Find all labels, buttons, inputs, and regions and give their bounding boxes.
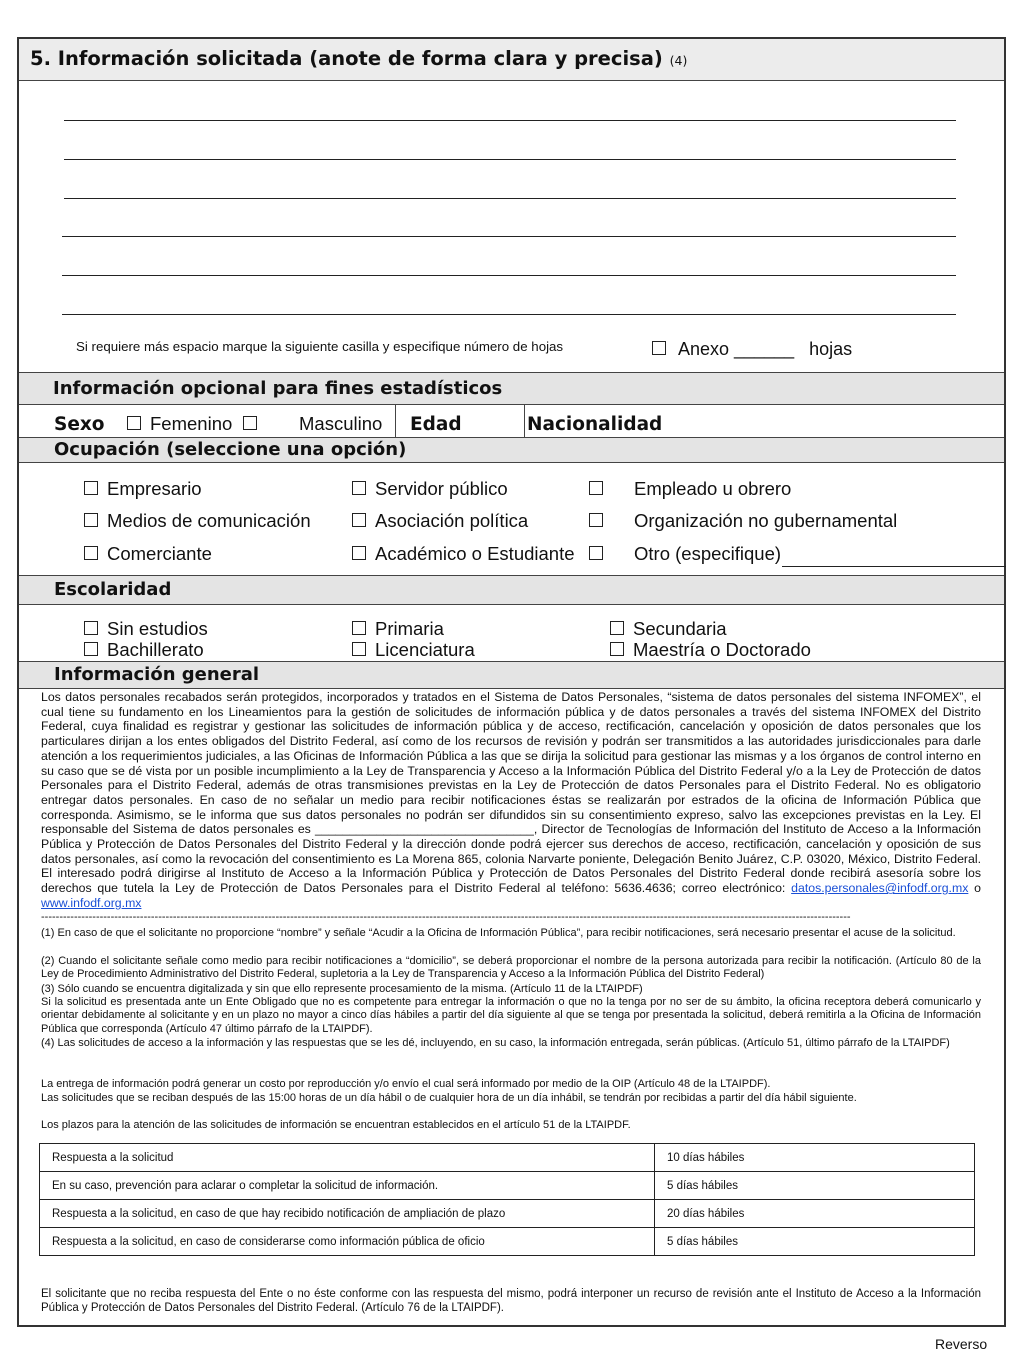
option-label: Bachillerato [107,639,204,660]
more-space-text: Si requiere más espacio marque la siguiente casilla y especifique número de hojas [76,339,564,354]
masculino-label: Masculino [299,413,383,434]
checkbox[interactable] [84,621,98,635]
separator: ----------------------------------------------------------------------------------------------------------------------------------------------------------------------------------------------------------------------------- [41,911,851,923]
after-hours-text: Las solicitudes que se reciban después de las 15:00 horas de un día hábil o de cualquier hora de un día inhábil, se tendrán por recibidas a partir del día hábil siguiente. [41,1092,857,1104]
table-cell: En su caso, prevención para aclarar o completar la solicitud de información. [40,1172,655,1200]
answer-line-4[interactable] [62,236,956,237]
option-label: Comerciante [107,543,212,564]
option-label: Sin estudios [107,618,208,639]
privacy-paragraph [41,690,981,911]
checkbox[interactable] [610,642,624,656]
option-label: Primaria [375,618,444,639]
anexo-checkbox[interactable] [652,341,666,355]
option-label: Secundaria [633,618,727,639]
stats-header [19,372,1004,405]
table-cell: 5 días hábiles [655,1172,975,1200]
option-label: Empresario [107,478,202,499]
option-label: Asociación política [375,510,529,531]
femenino-label: Femenino [150,413,233,434]
stats-title: Información opcional para fines estadísticos [53,378,503,399]
ocupacion-option[interactable] [352,543,575,565]
closing-text: El solicitante que no reciba respuesta del Ente o no éste conforme con las respuesta del mismo, podrá interponer un recurso de revisión ante el Instituto de Acceso a la Información Pública y Protección de Datos Personales del Distrito Federal. (Artículo 76 de la LTAIPDF). [41,1288,981,1314]
hojas-label: hojas [809,339,853,359]
escolaridad-option[interactable] [610,618,727,640]
nacionalidad-label: Nacionalidad [527,414,663,435]
answer-line-6[interactable] [62,314,956,315]
anexo-label: Anexo ______ [678,339,795,359]
ocupacion-option[interactable] [589,478,791,500]
divider [524,405,525,438]
note-4: (4) Las solicitudes de acceso a la información y las respuestas que se les dé, incluyendo, en su caso, la información entregada, serán públicas. (Artículo 51, último párrafo de la LTAIPDF) [41,1037,950,1049]
ocupacion-option[interactable] [589,510,897,532]
table-row [40,1228,975,1256]
table-cell: Respuesta a la solicitud [40,1144,655,1172]
checkbox[interactable] [352,621,366,635]
option-label: Medios de comunicación [107,510,311,531]
note-3: (3) Sólo cuando se encuentra digitalizada y sin que ello represente procesamiento de la misma. (Artículo 11 de la LTAIPDF) [41,983,643,995]
email-link[interactable]: datos.personales@infodf.org.mx [791,881,969,896]
cost-text: La entrega de información podrá generar un costo por reproducción y/o envío el cual será informado por medio de la OIP (Artículo 48 de la LTAIPDF). [41,1078,771,1090]
masculino-option[interactable] [243,413,382,435]
ocupacion-option[interactable] [84,478,202,500]
reverso-label: Reverso [935,1336,988,1352]
plazos-table [39,1143,975,1256]
checkbox[interactable] [84,546,98,560]
table-cell: Respuesta a la solicitud, en caso de considerarse como información pública de oficio [40,1228,655,1256]
option-label: Licenciatura [375,639,475,660]
section5-header [19,39,1004,81]
option-label: Otro (especifique) [634,543,782,564]
checkbox[interactable] [84,513,98,527]
ocupacion-option[interactable] [589,543,781,565]
checkbox[interactable] [352,481,366,495]
escolaridad-option[interactable] [84,618,208,640]
option-label: Servidor público [375,478,508,499]
ocupacion-option[interactable] [84,543,212,565]
answer-line-2[interactable] [64,159,956,160]
checkbox[interactable] [84,481,98,495]
privacy-text: Los datos personales recabados serán protegidos, incorporados y tratados en el Sistema de Datos Personales, “sistema de datos personales del sistema INFOMEX”, el cual tiene su fundamento en los Lineamientos para la gestión de solicitudes de información pública y de datos personales a través del sistema INFOMEX del Distrito Federal, cuya finalidad es registrar y gestionar las solicitudes de información pública y de acceso, rectificación, cancelación y oposición de datos personales que los particulares dirijan a los entes obligados del Distrito Federal, así como de los recursos de revisión y podrán ser transmitidos a las autoridades jurisdiccionales para darle atención a los requerimientos judiciales, a las Oficinas de Información Pública a las que se dirija la solicitud para gestionar las mismas y a los órganos de control interno en su caso que se dé vista por un posible incumplimiento a la Ley de Transparencia y Acceso a la Información Pública del Distrito Federal y/o a la Ley de Protección de datos Personales para el Distrito Federal, además de otras transmisiones previstas en la Ley de Protección de datos Personales para el Distrito Federal. No es obligatorio entregar datos personales. En caso de no señalar un medio para recibir notificaciones éstas se realizarán por estrados de la oficina de Información Pública que corresponda. Asimismo, se le informa que sus datos personales no podrán ser difundidos sin su consentimiento expreso, salvo las excepciones previstas en la Ley. El responsable del Sistema de datos personales es ________________________________, Director de Tecnologías de Información del Instituto de Acceso a la Información Pública y Protección de Datos Personales del Distrito Federal y la dirección donde podrá ejercer sus derechos de acceso, rectificación, cancelación y oposición de sus datos personales, así como la revocación del consentimiento es La Morena 865, colonia Narvarte poniente, Delegación Benito Juárez, C.P. 03020, México, Distrito Federal. El interesado podrá dirigirse al Instituto de Acceso a la Información Pública y Protección de Datos Personales del Distrito Federal donde recibirá asesoría sobre los derechos que tutela la Ley de Protección de Datos Personales para el Distrito Federal al teléfono: 5636.4636; correo electrónico: [41,690,981,896]
table-row [40,1172,975,1200]
table-cell: 20 días hábiles [655,1200,975,1228]
checkbox[interactable] [589,546,603,560]
checkbox[interactable] [352,513,366,527]
edad-label: Edad [410,414,462,435]
plazos-text: Los plazos para la atención de las solicitudes de información se encuentran establecidos en el artículo 51 de la LTAIPDF. [41,1119,631,1131]
note-1: (1) En caso de que el solicitante no proporcione “nombre” y señale “Acudir a la Oficina de Información Pública”, para recibir notificaciones, será necesario presentar el acuse de la solicitud. [41,927,956,939]
checkbox[interactable] [84,642,98,656]
table-row [40,1200,975,1228]
section5-title: 5. Información solicitada (anote de forma clara y precisa) (4) [30,47,688,70]
answer-line-3[interactable] [64,198,956,199]
checkbox[interactable] [589,481,603,495]
table-cell: Respuesta a la solicitud, en caso de que hay recibido notificación de ampliación de plazo [40,1200,655,1228]
ocupacion-option[interactable] [84,510,311,532]
ocupacion-option[interactable] [352,510,528,532]
escolaridad-option[interactable] [84,639,204,661]
note-2: (2) Cuando el solicitante señale como medio para recibir notificaciones a “domicilio”, se deberá proporcionar el nombre de la persona autorizada para recibir la notificación. (Artículo 80 de la Ley de Procedimiento Administrativo del Distrito Federal, supletoria a la Ley de Transparencia y Acceso a la Información Pública del Distrito Federal) [41,955,981,981]
or-word: o [974,881,982,896]
answer-line-5[interactable] [62,275,956,276]
table-cell: 10 días hábiles [655,1144,975,1172]
option-label: Empleado u obrero [634,478,792,499]
escolaridad-option[interactable] [352,618,444,640]
otro-especifique-line[interactable] [782,566,1006,567]
checkbox[interactable] [352,546,366,560]
note-3b: Si la solicitud es presentada ante un Ente Obligado que no es competente para entregar la información o que no la tenga por no ser de su ámbito, la oficina receptora deberá comunicarlo y orientar debidamente al solicitante y en un plazo no mayor a cinco días hábiles a partir del día siguiente al que se tenga por presentada la solicitud, deberá remitirla a la Oficina de Información Pública que corresponda (Artículo 47 último párrafo de la LTAIPDF). [41,996,981,1035]
anexo-field [652,339,852,360]
ocupacion-title: Ocupación (seleccione una opción) [54,439,407,460]
femenino-option[interactable] [127,413,232,435]
option-label: Maestría o Doctorado [633,639,811,660]
ocupacion-option[interactable] [352,478,508,500]
answer-line-1[interactable] [64,120,956,121]
form-frame [17,37,1006,1327]
escolaridad-option[interactable] [352,639,475,661]
femenino-checkbox[interactable] [127,416,141,430]
sexo-label: Sexo [54,414,105,435]
checkbox[interactable] [589,513,603,527]
table-cell: 5 días hábiles [655,1228,975,1256]
general-header [19,661,1004,689]
masculino-checkbox[interactable] [243,416,257,430]
checkbox[interactable] [352,642,366,656]
general-title: Información general [54,664,260,685]
escolaridad-title: Escolaridad [54,579,172,600]
divider [395,405,396,438]
option-label: Organización no gubernamental [634,510,898,531]
escolaridad-option[interactable] [610,639,811,661]
ocupacion-header [19,437,1004,463]
option-label: Académico o Estudiante [375,543,575,564]
table-row [40,1144,975,1172]
checkbox[interactable] [610,621,624,635]
web-link[interactable]: www.infodf.org.mx [41,895,142,910]
escolaridad-header [19,575,1004,605]
